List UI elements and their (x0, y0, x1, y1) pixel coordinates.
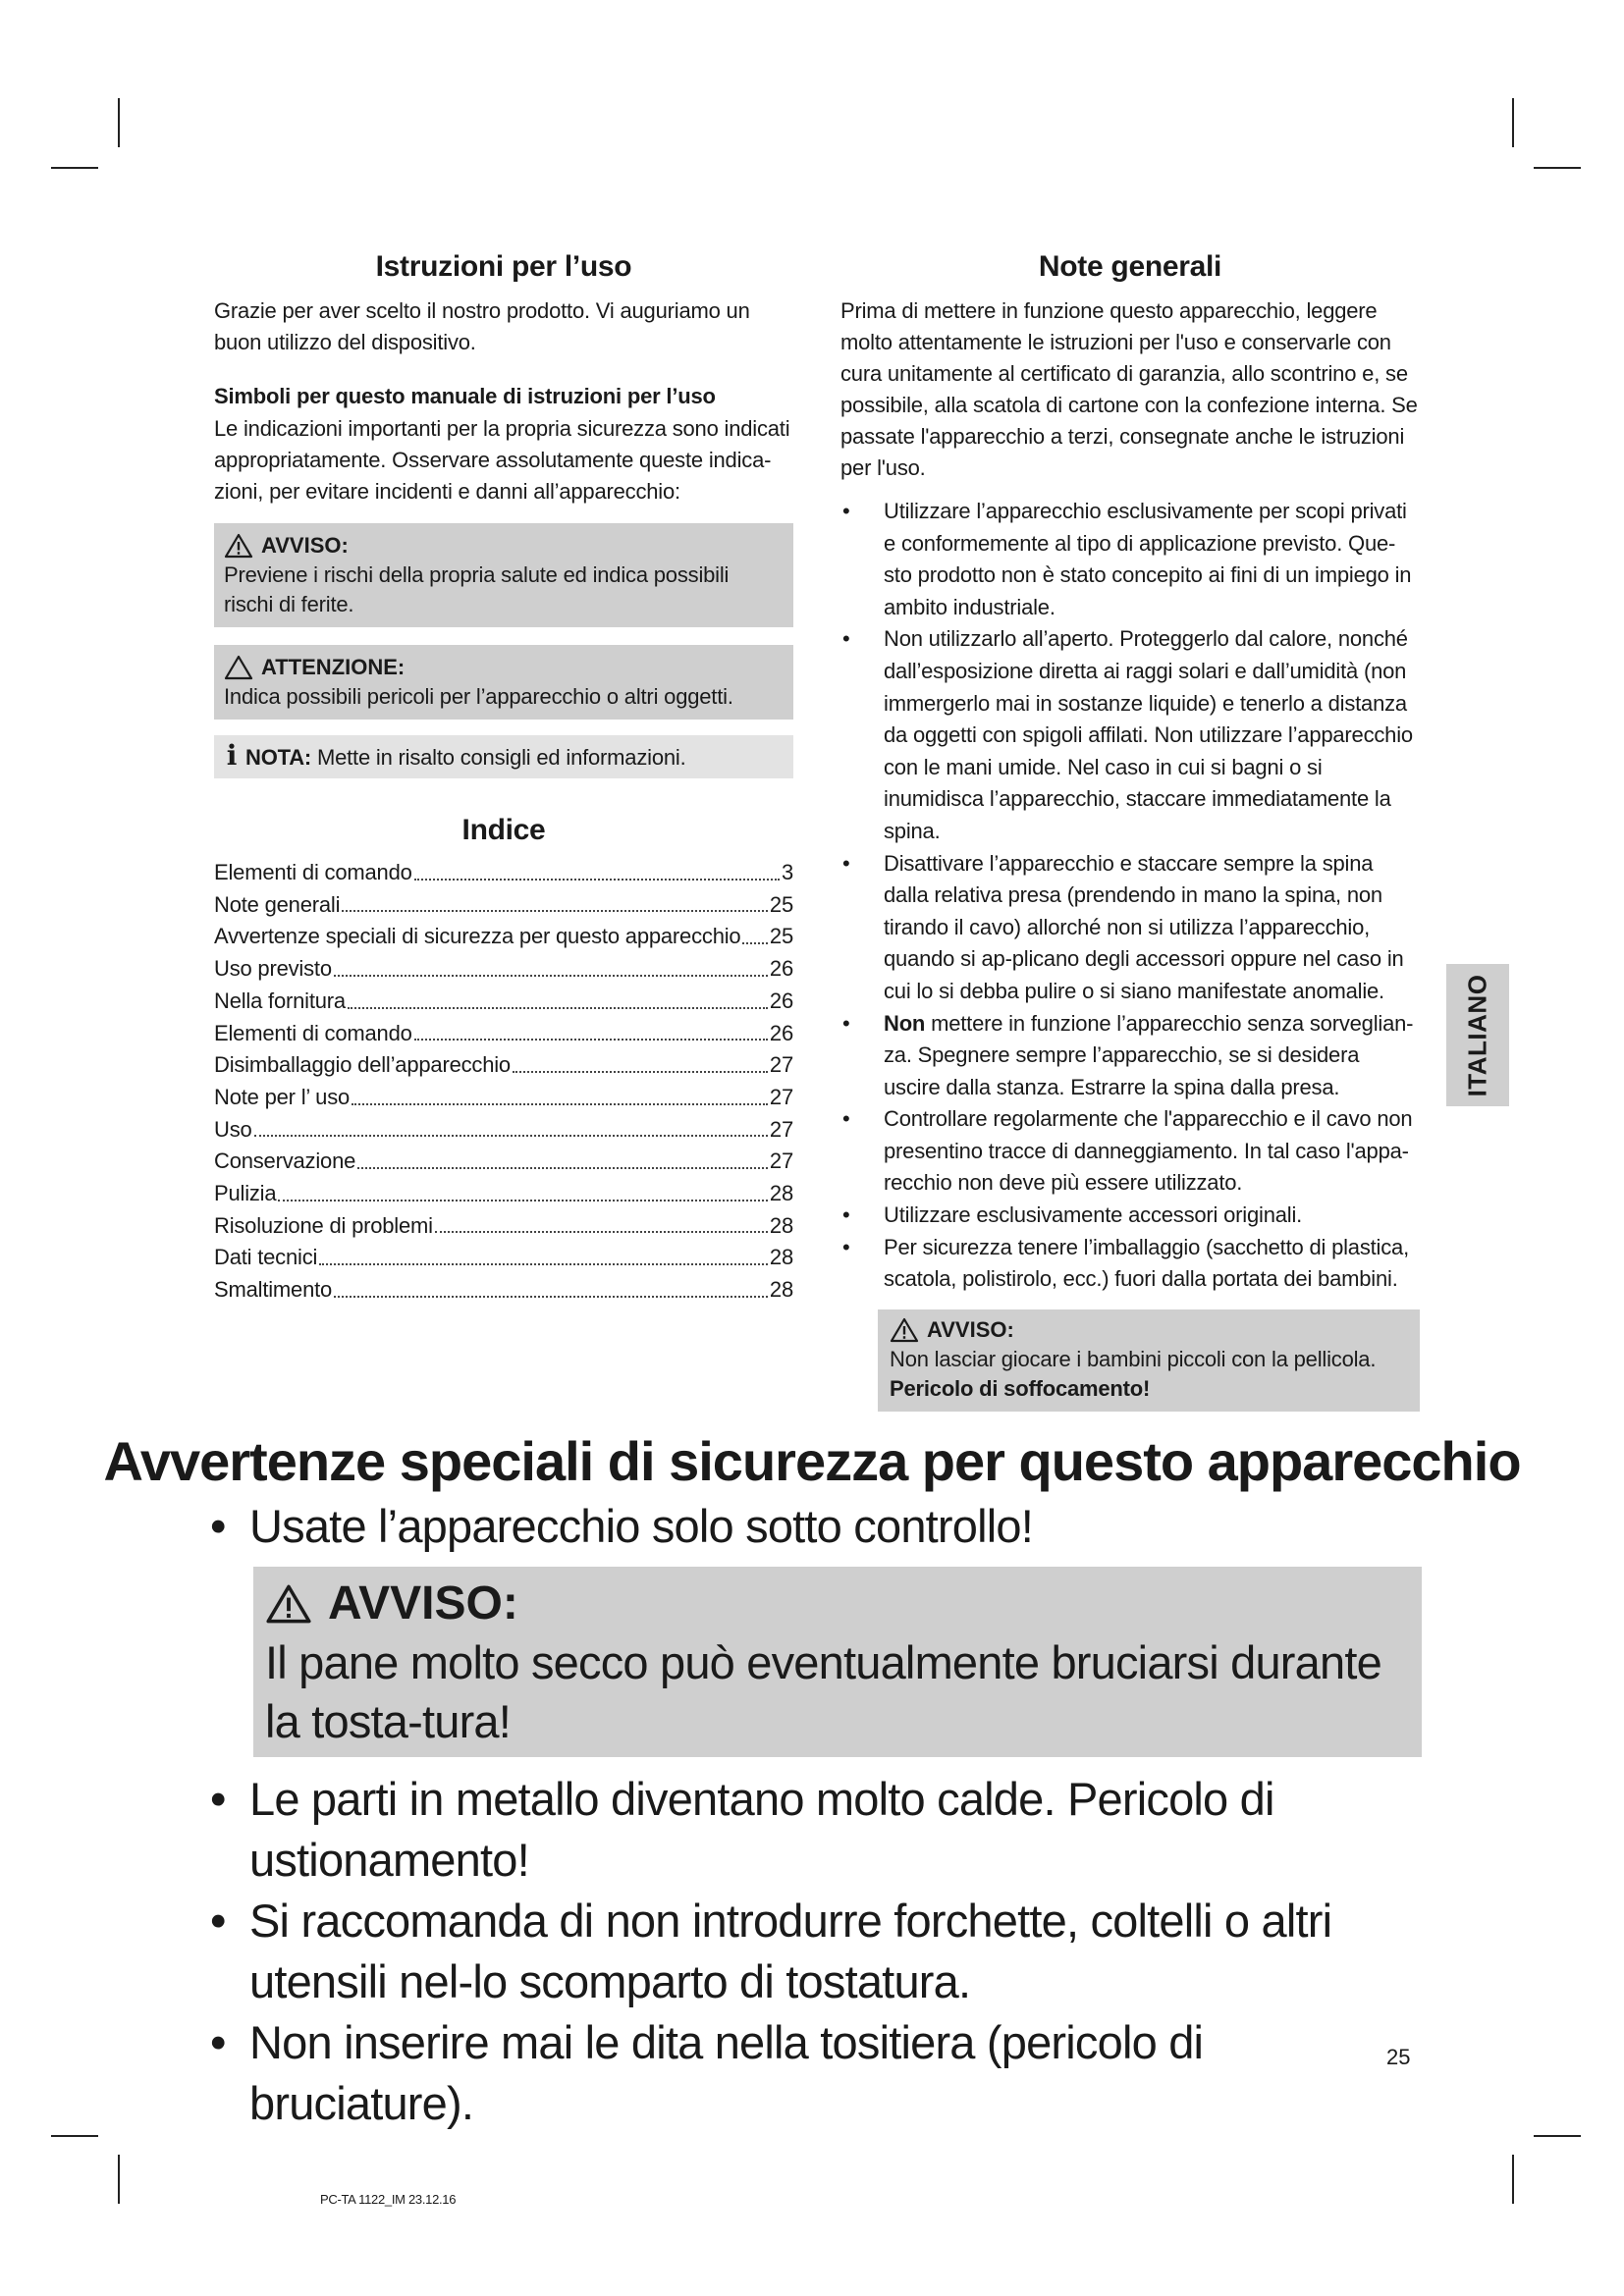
film-warning-bold: Pericolo di soffocamento! (890, 1375, 1151, 1401)
toc-label: Nella fornitura (214, 988, 346, 1013)
toc-leader (342, 889, 768, 913)
general-notes-title: Note generali (1038, 250, 1222, 283)
bread-warning-box (253, 1567, 1422, 1757)
toc-leader (319, 1242, 768, 1265)
warning-triangle-icon (890, 1317, 919, 1343)
toc-row (214, 921, 793, 953)
toc-page: 28 (769, 1277, 793, 1303)
note-bullet-text: mettere in funzione l’apparecchio senza sorveglian-za. Spegnere sempre l’apparecchio, se si desidera uscire dalla stanza. Estrarre la spina dalla presa. (884, 1010, 1414, 1099)
toc-leader (513, 1049, 768, 1073)
toc-label: Uso previsto (214, 956, 332, 982)
note-bullet: • Per sicurezza tenere l’imballaggio (sacchetto di plastica, scatola, polistirolo, ecc.) fuori dalla portata dei bambini. (840, 1232, 1420, 1296)
toc-page: 26 (769, 956, 793, 982)
toc-leader (414, 1018, 768, 1041)
warning-triangle-icon (224, 533, 253, 559)
toc-leader (352, 1082, 768, 1105)
toc-row (214, 1178, 793, 1210)
toc-leader (414, 857, 780, 881)
toc-page: 28 (769, 1212, 793, 1238)
avviso-head (224, 531, 784, 561)
toc-label: Disimballaggio dell’apparecchio (214, 1052, 511, 1078)
crop-mark (51, 2135, 98, 2137)
film-warning-label: AVVISO: (927, 1316, 1014, 1342)
right-column (840, 250, 1420, 1412)
toc-row (214, 986, 793, 1018)
toc-page: 25 (769, 924, 793, 949)
toc-label: Risoluzione di problemi (214, 1212, 433, 1238)
toc-leader (334, 1274, 768, 1298)
safety-bullet: • Non inserire mai le dita nella tositiera (pericolo di bruciature). (206, 2012, 1424, 2134)
caution-triangle-icon (224, 655, 253, 680)
crop-mark (1512, 98, 1514, 147)
toc-row (214, 1018, 793, 1050)
toc-page: 25 (769, 891, 793, 917)
toc-page: 27 (769, 1116, 793, 1142)
nota-label: NOTA: (245, 745, 312, 770)
toc-page: 28 (769, 1181, 793, 1206)
toc-leader (435, 1210, 768, 1234)
avviso-box (214, 523, 793, 627)
attenzione-text: Indica possibili pericoli per l’apparecchio o altri oggetti. (224, 684, 733, 709)
toc-label: Note per l’ uso (214, 1084, 351, 1109)
bread-warning-text: Il pane molto secco può eventualmente bruciarsi durante la tosta-tura! (265, 1636, 1381, 1747)
safety-bullet: • Le parti in metallo diventano molto calde. Pericolo di ustionamento! (206, 1769, 1424, 1891)
toc-row (214, 857, 793, 889)
page-number: 25 (1386, 2045, 1411, 2069)
note-bullet (840, 1008, 1420, 1104)
toc-row (214, 889, 793, 922)
toc-label: Conservazione (214, 1148, 356, 1174)
footer-code: PC-TA 1122_IM 23.12.16 (320, 2192, 457, 2207)
table-of-contents (214, 857, 793, 1307)
toc-row (214, 1210, 793, 1243)
toc-leader (348, 986, 768, 1009)
toc-row (214, 953, 793, 986)
left-column (214, 250, 793, 1307)
crop-mark (1534, 167, 1581, 169)
avviso-label: AVVISO: (261, 533, 349, 558)
note-bullet: • Utilizzare esclusivamente accessori originali. (840, 1200, 1420, 1232)
safety-bullet: • Usate l’apparecchio solo sotto controllo! (206, 1496, 1424, 1557)
avviso-text: Previene i rischi della propria salute ed indica possibili rischi di ferite. (224, 562, 730, 616)
general-notes-list (840, 496, 1420, 1296)
note-bullet: • Disattivare l’apparecchio e staccare sempre la spina dalla relativa presa (prendendo in mano la spina, non tirando il cavo) allorché non si utilizza l’apparecchio, quando si ap-plicano degli accessori oppure nel caso in cui lo si debba pulire o si siano manifestate anomalie. (840, 848, 1420, 1008)
bread-warning-label: AVVISO: (328, 1577, 518, 1629)
general-notes-intro: Prima di mettere in funzione questo apparecchio, leggere molto attentamente le istruzioni per l'uso e conservarle con cura unitamente al certificato di garanzia, allo scontrino e, se possibile, alla scatola di cartone con la confezione interna. Se passate l'apparecchio a terzi, consegnate anche le istruzioni per l'uso. (840, 298, 1418, 480)
toc-page: 27 (769, 1052, 793, 1078)
info-icon: i (226, 739, 238, 772)
nota-text: Mette in risalto consigli ed informazioni. (316, 745, 686, 770)
warning-triangle-icon (265, 1583, 312, 1625)
film-warning-head (890, 1315, 1408, 1345)
safety-title: Avvertenze speciali di sicurezza per questo apparecchio (103, 1430, 1521, 1492)
bread-warning-head (265, 1575, 1410, 1633)
toc-label: Pulizia (214, 1181, 277, 1206)
toc-page: 27 (769, 1084, 793, 1109)
symbols-text: Le indicazioni importanti per la propria sicurezza sono indicati appropriatamente. Osservare assolutamente queste indica-zioni, per evitare incidenti e danni all’apparecchio: (214, 416, 790, 504)
toc-label: Uso (214, 1116, 252, 1142)
instructions-title: Istruzioni per l’uso (375, 250, 632, 283)
crop-mark (118, 2155, 120, 2204)
toc-page: 3 (781, 860, 793, 884)
toc-label: Smaltimento (214, 1277, 333, 1303)
attenzione-head (224, 653, 784, 682)
language-tab-label: ITALIANO (1462, 974, 1492, 1096)
note-bullet: • Utilizzare l’apparecchio esclusivamente per scopi privati e conformemente al tipo di applicazione previsto. Que-sto prodotto non è stato concepito ai fini di un impiego in ambito industriale. (840, 496, 1420, 623)
toc-row (214, 1114, 793, 1147)
toc-leader (357, 1146, 768, 1169)
toc-page: 27 (769, 1148, 793, 1174)
crop-mark (51, 167, 98, 169)
toc-label: Dati tecnici (214, 1245, 318, 1270)
attenzione-box (214, 645, 793, 720)
toc-row (214, 1049, 793, 1082)
toc-row (214, 1242, 793, 1274)
intro-text: Grazie per aver scelto il nostro prodotto. Vi auguriamo un buon utilizzo del dispositivo. (214, 298, 750, 354)
toc-page: 26 (769, 988, 793, 1013)
toc-leader (254, 1114, 768, 1138)
safety-list (206, 1769, 1424, 2134)
crop-mark (1534, 2135, 1581, 2137)
toc-row (214, 1274, 793, 1307)
note-bullet-bold: Non (884, 1010, 926, 1036)
toc-row (214, 1146, 793, 1178)
toc-label: Elementi di comando (214, 1020, 412, 1045)
symbols-heading: Simboli per questo manuale di istruzioni per l’uso (214, 384, 716, 408)
toc-label: Elementi di comando (214, 860, 412, 884)
toc-row (214, 1082, 793, 1114)
crop-mark (1512, 2155, 1514, 2204)
safety-bullet: • Si raccomanda di non introdurre forchette, coltelli o altri utensili nel-lo scomparto di tostatura. (206, 1891, 1424, 2012)
toc-page: 26 (769, 1020, 793, 1045)
film-warning-box (878, 1309, 1420, 1412)
toc-page: 28 (769, 1245, 793, 1270)
toc-leader (278, 1178, 768, 1201)
note-bullet: • Non utilizzarlo all’aperto. Proteggerlo dal calore, nonché dall’esposizione diretta ai raggi solari e dall’umidità (non immergerlo mai in sostanze liquide) e tenerlo a distanza da oggetti con spigoli affilati. Non utilizzare l’apparecchio con le mani umide. Nel caso in cui si bagni o si inumidisca l’apparecchio, staccare immediatamente la spina. (840, 623, 1420, 847)
toc-leader (334, 953, 768, 977)
toc-label: Note generali (214, 891, 341, 917)
crop-mark (118, 98, 120, 147)
nota-line (224, 741, 784, 773)
toc-label: Avvertenze speciali di sicurezza per questo apparecchio (214, 924, 741, 949)
toc-leader (742, 921, 767, 944)
language-tab (1446, 964, 1509, 1106)
nota-box (214, 735, 793, 778)
safety-first-list (206, 1496, 1424, 1557)
film-warning-text: Non lasciar giocare i bambini piccoli con la pellicola. (890, 1346, 1377, 1371)
note-bullet: • Controllare regolarmente che l'apparecchio e il cavo non presentino tracce di danneggiamento. In tal caso l'appa-recchio non deve più essere utilizzato. (840, 1103, 1420, 1200)
attenzione-label: ATTENZIONE: (261, 655, 406, 679)
index-title: Indice (461, 814, 546, 846)
